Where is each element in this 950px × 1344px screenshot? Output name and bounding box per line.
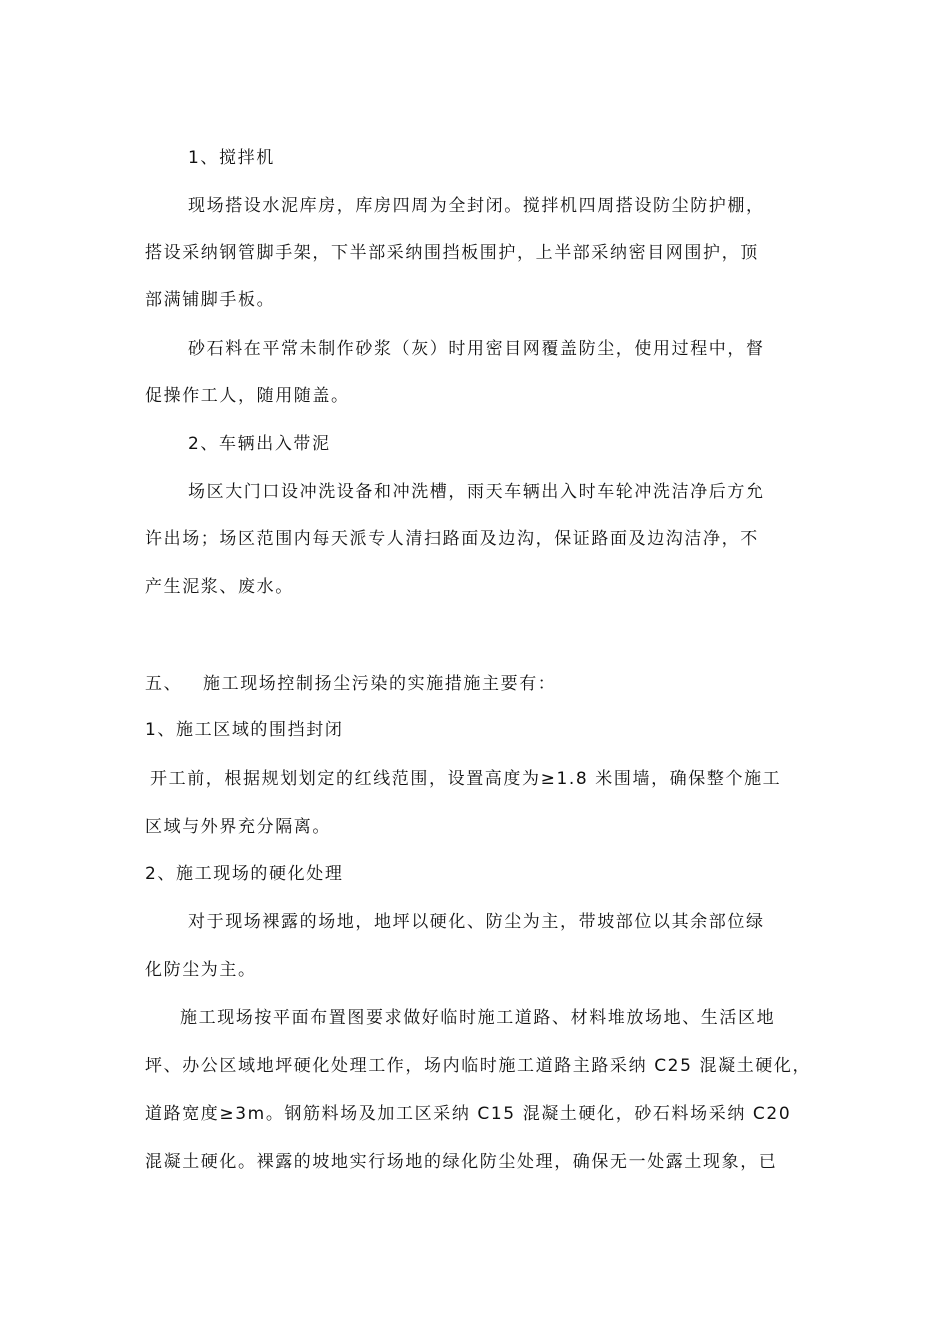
subheading-mixer: 1、搅拌机 bbox=[188, 148, 275, 168]
paragraph-line: 区域与外界充分隔离。 bbox=[145, 817, 331, 837]
section-heading bbox=[145, 672, 556, 696]
section-title: 施工现场控制扬尘污染的实施措施主要有： bbox=[203, 674, 557, 694]
paragraph-line: 化防尘为主。 bbox=[145, 960, 257, 980]
subheading-vehicle-mud: 2、车辆出入带泥 bbox=[188, 434, 331, 454]
paragraph-line: 砂石料在平常未制作砂浆（灰）时用密目网覆盖防尘，使用过程中，督 bbox=[188, 339, 765, 359]
paragraph-line: 许出场；场区范围内每天派专人清扫路面及边沟，保证路面及边沟洁净，不 bbox=[145, 529, 759, 549]
paragraph-line: 开工前，根据规划划定的红线范围，设置高度为≥1.8 米围墙，确保整个施工 bbox=[150, 769, 782, 789]
paragraph-line: 施工现场按平面布置图要求做好临时施工道路、材料堆放场地、生活区地 bbox=[180, 1008, 776, 1028]
paragraph-line: 坪、办公区域地坪硬化处理工作，场内临时施工道路主路采纳 C25 混凝土硬化， bbox=[145, 1056, 812, 1076]
paragraph-line: 促操作工人，随用随盖。 bbox=[145, 386, 350, 406]
paragraph-line: 道路宽度≥3m。钢筋料场及加工区采纳 C15 混凝土硬化，砂石料场采纳 C20 bbox=[145, 1104, 792, 1124]
paragraph-line: 对于现场裸露的场地，地坪以硬化、防尘为主，带坡部位以其余部位绿 bbox=[188, 912, 765, 932]
section-number: 五、 bbox=[145, 674, 183, 694]
paragraph-line: 场区大门口设冲洗设备和冲洗槽，雨天车辆出入时车轮冲洗洁净后方允 bbox=[188, 482, 765, 502]
paragraph-line: 现场搭设水泥库房，库房四周为全封闭。搅拌机四周搭设防尘防护棚， bbox=[188, 196, 765, 216]
paragraph-line: 搭设采纳钢管脚手架，下半部采纳围挡板围护，上半部采纳密目网围护，顶 bbox=[145, 243, 759, 263]
subheading-enclosure: 1、施工区域的围挡封闭 bbox=[145, 720, 344, 740]
paragraph-line: 混凝土硬化。裸露的坡地实行场地的绿化防尘处理，确保无一处露土现象，已 bbox=[145, 1152, 778, 1172]
paragraph-line: 产生泥浆、废水。 bbox=[145, 577, 294, 597]
paragraph-line: 部满铺脚手板。 bbox=[145, 290, 276, 310]
subheading-hardening: 2、施工现场的硬化处理 bbox=[145, 864, 344, 884]
